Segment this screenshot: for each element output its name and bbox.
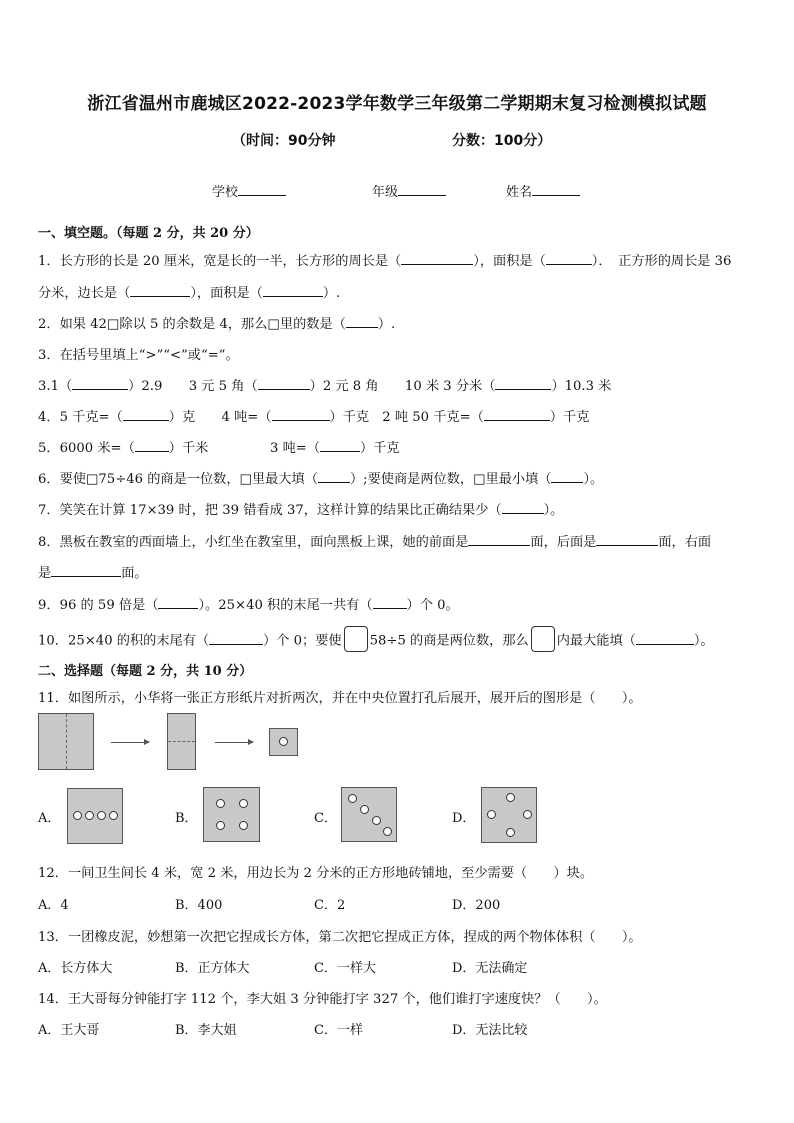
- fold-line: [66, 714, 67, 769]
- option-d-figure: [481, 787, 537, 843]
- answer-box: [531, 626, 555, 652]
- question-9: 9．96 的 59 倍是（ ）。25×40 积的末尾一共有（ ）个 0。: [38, 594, 459, 613]
- q12-option-a[interactable]: A．4: [38, 898, 69, 913]
- hole: [279, 737, 288, 746]
- question-11: 11．如图所示，小华将一张正方形纸片对折两次，并在中央位置打孔后展开，展开后的图形是（ ）。: [38, 691, 642, 706]
- arrow-icon: [111, 742, 149, 743]
- hole: [216, 821, 225, 830]
- score-label: 分数：100分）: [452, 133, 552, 149]
- option-a-figure: [67, 788, 123, 844]
- arrow-icon: [215, 742, 253, 743]
- q11-option-b[interactable]: B．: [175, 811, 198, 826]
- q14-option-b[interactable]: B．李大姐: [175, 1023, 237, 1038]
- q13-option-b[interactable]: B．正方体大: [175, 961, 250, 976]
- hole: [487, 810, 496, 819]
- q11-option-c[interactable]: C．: [314, 811, 337, 826]
- question-6: 6．要使□75÷46 的商是一位数，□里最大填（ ）;要使商是两位数，□里最小填（ ）。: [38, 468, 603, 487]
- question-3-row: 3.1（ ）2.9 3 元 5 角（ ）2 元 8 角 10 米 3 分米（ ）10.3 米: [38, 375, 611, 394]
- grade-field: [372, 181, 446, 200]
- option-c-figure: [341, 787, 397, 842]
- q11-option-d[interactable]: D．: [452, 811, 476, 826]
- question-2: 2．如果 42□除以 5 的余数是 4，那么□里的数是（ ）.: [38, 313, 395, 332]
- question-10: 10．25×40 的积的末尾有（ ）个 0；要使 58÷5 的商是两位数，那么 内最大能填（ ）。: [38, 628, 714, 654]
- paper-square-figure: [38, 713, 94, 770]
- hole: [216, 799, 225, 808]
- section-2-heading: 二、选择题（每题 2 分，共 10 分）: [38, 664, 253, 679]
- hole: [73, 811, 82, 820]
- question-12: 12．一间卫生间长 4 米，宽 2 米，用边长为 2 分米的正方形地砖铺地，至少需要（ ）块。: [38, 866, 594, 881]
- q13-option-a[interactable]: A．长方体大: [38, 961, 113, 976]
- q14-option-d[interactable]: D．无法比较: [452, 1023, 528, 1038]
- q11-option-a[interactable]: A．: [38, 811, 61, 826]
- school-field: [212, 181, 286, 200]
- question-4: 4．5 千克=（ ）克 4 吨=（ ）千克 2 吨 50 千克=（ ）千克: [38, 406, 589, 425]
- hole: [523, 810, 532, 819]
- question-8-cont: 是 面。: [38, 562, 148, 581]
- fold-line: [168, 741, 195, 742]
- hole: [348, 794, 357, 803]
- hole: [239, 799, 248, 808]
- question-3: 3．在括号里填上“>”“<”或“=”。: [38, 348, 239, 363]
- time-label: （时间：90分钟: [232, 133, 336, 149]
- option-b-figure: [203, 787, 260, 842]
- question-13: 13．一团橡皮泥，妙想第一次把它捏成长方体，第二次把它捏成正方体，捏成的两个物体体积（ ）。: [38, 930, 642, 945]
- section-1-heading: 一、填空题。（每题 2 分，共 20 分）: [38, 226, 259, 241]
- answer-box: [344, 626, 368, 652]
- q13-option-c[interactable]: C．一样大: [314, 961, 376, 976]
- question-5: 5．6000 米=（ ）千米: [38, 437, 208, 456]
- q14-option-a[interactable]: A．王大哥: [38, 1023, 100, 1038]
- page-title: 浙江省温州市鹿城区2022-2023学年数学三年级第二学期期末复习检测模拟试题: [87, 94, 707, 114]
- hole: [383, 827, 392, 836]
- hole: [372, 816, 381, 825]
- hole: [109, 811, 118, 820]
- question-14: 14．王大哥每分钟能打字 112 个，李大姐 3 分钟能打字 327 个，他们谁打字速度快？（ ）。: [38, 992, 607, 1007]
- q12-option-b[interactable]: B．400: [175, 898, 223, 913]
- name-label: 姓名: [506, 185, 533, 200]
- folded-twice-figure: [269, 728, 298, 756]
- folded-once-figure: [167, 713, 196, 770]
- question-8: 8．黑板在教室的西面墙上，小红坐在教室里，面向黑板上课，她的前面是 面，后面是 面，右面: [38, 531, 711, 550]
- q14-option-c[interactable]: C．一样: [314, 1023, 363, 1038]
- q12-option-c[interactable]: C．2: [314, 898, 346, 913]
- question-5-part2: 3 吨=（ ）千克: [270, 437, 400, 456]
- question-7: 7．笑笑在计算 17×39 时，把 39 错看成 37，这样计算的结果比正确结果少（ ）。: [38, 499, 563, 518]
- question-1: 1．长方形的长是 20 厘米，宽是长的一半，长方形的周长是（ ），面积是（ ）． 正方形的周长是 36: [38, 250, 731, 269]
- school-label: 学校: [212, 185, 239, 200]
- hole: [239, 821, 248, 830]
- q13-option-d[interactable]: D．无法确定: [452, 961, 528, 976]
- hole: [85, 811, 94, 820]
- hole: [360, 805, 369, 814]
- hole: [506, 793, 515, 802]
- question-1-cont: 分米，边长是（ ），面积是（ ）.: [38, 282, 340, 301]
- hole: [97, 811, 106, 820]
- grade-label: 年级: [372, 185, 399, 200]
- q12-option-d[interactable]: D．200: [452, 898, 501, 913]
- hole: [506, 828, 515, 837]
- name-field: [506, 181, 580, 200]
